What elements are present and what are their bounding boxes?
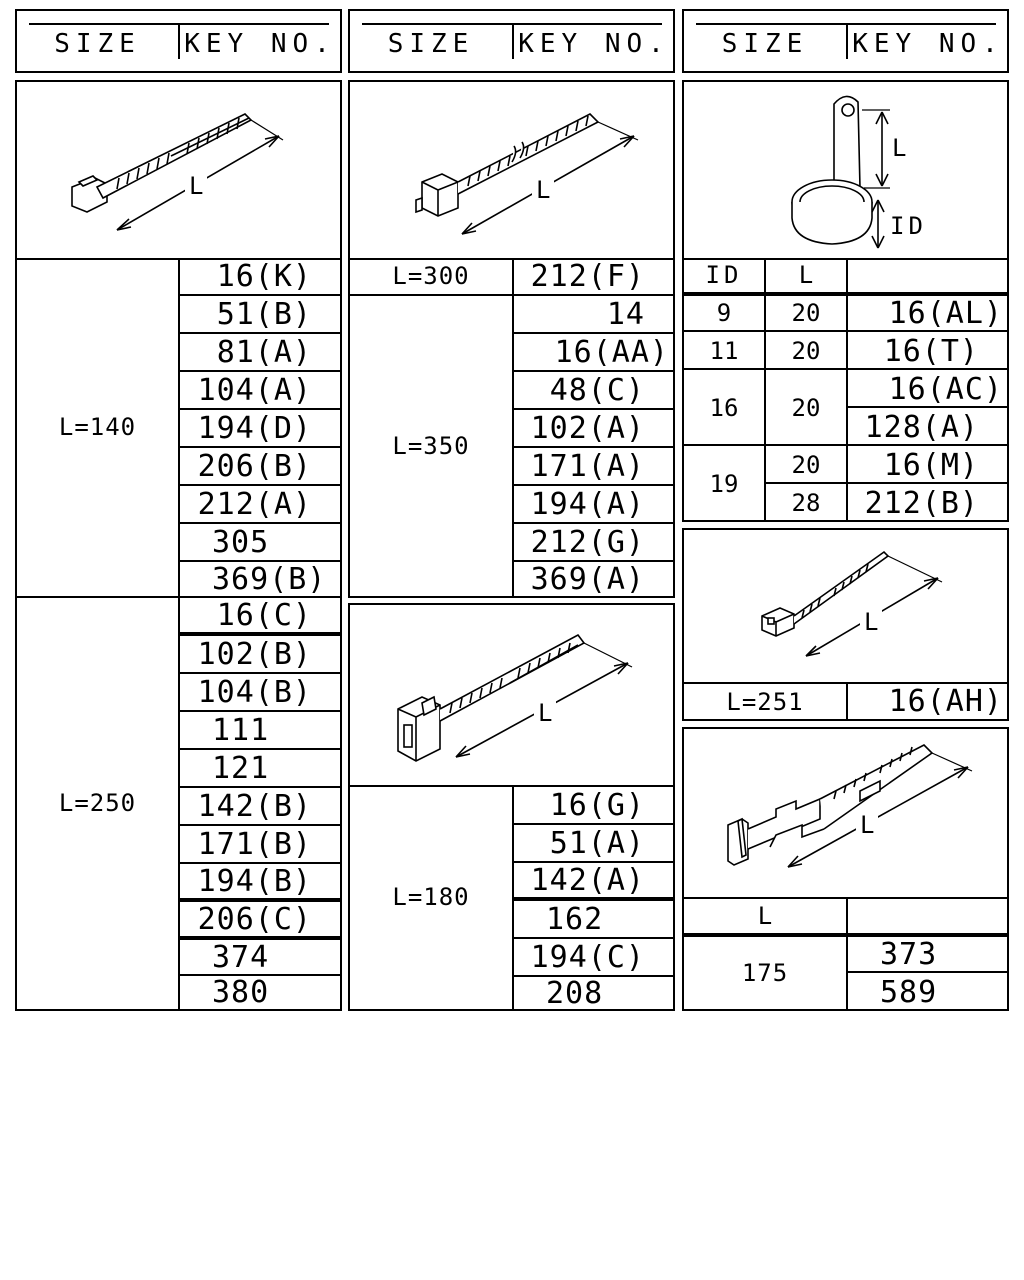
header-key-label: KEY NO. [518, 29, 670, 59]
key-cell: 128(A) [848, 410, 1007, 446]
key-cell: 16(C) [180, 598, 340, 636]
id-cell: 11 [684, 334, 764, 370]
key-cell: 194(A) [514, 486, 673, 524]
key-cell: 194(D) [180, 410, 340, 448]
key-cell: 14 [514, 296, 673, 334]
key-cell: 194(C) [514, 939, 673, 977]
header-col1 [15, 9, 342, 73]
push-mount-tie-diagram [684, 729, 1007, 899]
key-cell: 212(F) [514, 258, 673, 296]
key-cell: 589 [880, 974, 938, 1010]
col3-small-tie-section [682, 528, 1009, 721]
size-label: L=180 [392, 883, 470, 911]
col1-section [15, 80, 342, 1011]
col-l-header: L [798, 261, 814, 289]
id-cell: 19 [709, 470, 739, 498]
l-cell: 20 [766, 296, 846, 332]
key-cell: 51(B) [180, 296, 340, 334]
key-cell: 102(A) [514, 410, 673, 448]
key-cell: 121 [180, 750, 340, 788]
header-key-label: KEY NO. [852, 29, 1004, 59]
key-cell: 212(A) [180, 486, 340, 524]
col2-top-section [348, 80, 675, 598]
key-cell: 51(A) [514, 825, 673, 863]
length-label: L [536, 176, 551, 204]
key-cell: 16(AC) [848, 372, 1007, 408]
header-col2 [348, 9, 675, 73]
key-cell: 212(B) [864, 485, 979, 521]
col2-bottom-section [348, 603, 675, 1011]
col3-clamp-section [682, 80, 1009, 522]
key-cell: 16(G) [514, 787, 673, 825]
key-cell: 162 [514, 901, 673, 939]
key-cell: 102(B) [180, 636, 340, 674]
key-cell: 16(AH) [888, 684, 1003, 719]
length-label: L [864, 608, 879, 636]
key-cell: 81(A) [180, 334, 340, 372]
size-label: L=140 [58, 413, 137, 441]
key-cell: 369(B) [180, 562, 340, 598]
header-size-label: SIZE [387, 29, 475, 59]
size-label: L=250 [58, 788, 137, 817]
key-cell: 206(B) [180, 448, 340, 486]
small-cable-tie-diagram [684, 530, 1007, 684]
l-cell: 28 [791, 489, 821, 517]
key-cell: 374 [180, 940, 340, 976]
length-label: L [892, 134, 907, 162]
cable-tie-long-diagram [350, 82, 673, 258]
header-size-label: SIZE [54, 29, 141, 59]
header-key-label: KEY NO. [184, 29, 336, 59]
key-cell: 194(B) [180, 864, 340, 902]
length-label: L [860, 811, 875, 839]
l-cell: 20 [766, 334, 846, 370]
key-cell: 111 [180, 712, 340, 750]
size-label: L=251 [726, 687, 804, 716]
inner-diameter-label: ID [890, 212, 927, 240]
key-cell: 16(AL) [848, 296, 1007, 332]
id-cell: 16 [684, 372, 764, 446]
key-cell: 212(G) [514, 524, 673, 562]
key-cell: 208 [546, 975, 604, 1011]
key-cell: 206(C) [180, 902, 340, 940]
size-label: L=300 [392, 262, 470, 290]
key-cell: 369(A) [530, 561, 645, 597]
key-cell: 16(AA) [514, 334, 673, 372]
key-cell: 142(B) [180, 788, 340, 826]
l-cell: 20 [766, 372, 846, 446]
col3-mount-tie-section [682, 727, 1009, 1011]
col-id-header: ID [705, 261, 743, 289]
l-cell: 20 [766, 448, 846, 484]
size-label: 175 [741, 959, 789, 987]
key-cell: 380 [212, 975, 270, 1010]
length-label: L [189, 172, 204, 200]
key-cell: 104(A) [180, 372, 340, 410]
col-l-header: L [757, 902, 773, 930]
id-cell: 9 [684, 296, 764, 332]
key-cell: 16(K) [180, 258, 340, 296]
key-cell: 171(A) [514, 448, 673, 486]
key-cell: 16(T) [848, 334, 1007, 370]
key-cell: 104(B) [180, 674, 340, 712]
key-cell: 305 [180, 524, 340, 562]
key-cell: 48(C) [514, 372, 673, 410]
key-cell: 142(A) [514, 863, 673, 901]
key-cell: 16(M) [848, 448, 1007, 484]
key-cell: 373 [848, 937, 1007, 973]
cable-tie-mount-diagram [350, 605, 673, 785]
size-label: L=350 [392, 432, 470, 460]
key-cell: 171(B) [180, 826, 340, 864]
header-size-label: SIZE [721, 29, 809, 59]
p-clamp-diagram [684, 82, 1007, 258]
cable-tie-diagram [17, 82, 340, 258]
header-col3 [682, 9, 1009, 73]
length-label: L [538, 699, 553, 727]
